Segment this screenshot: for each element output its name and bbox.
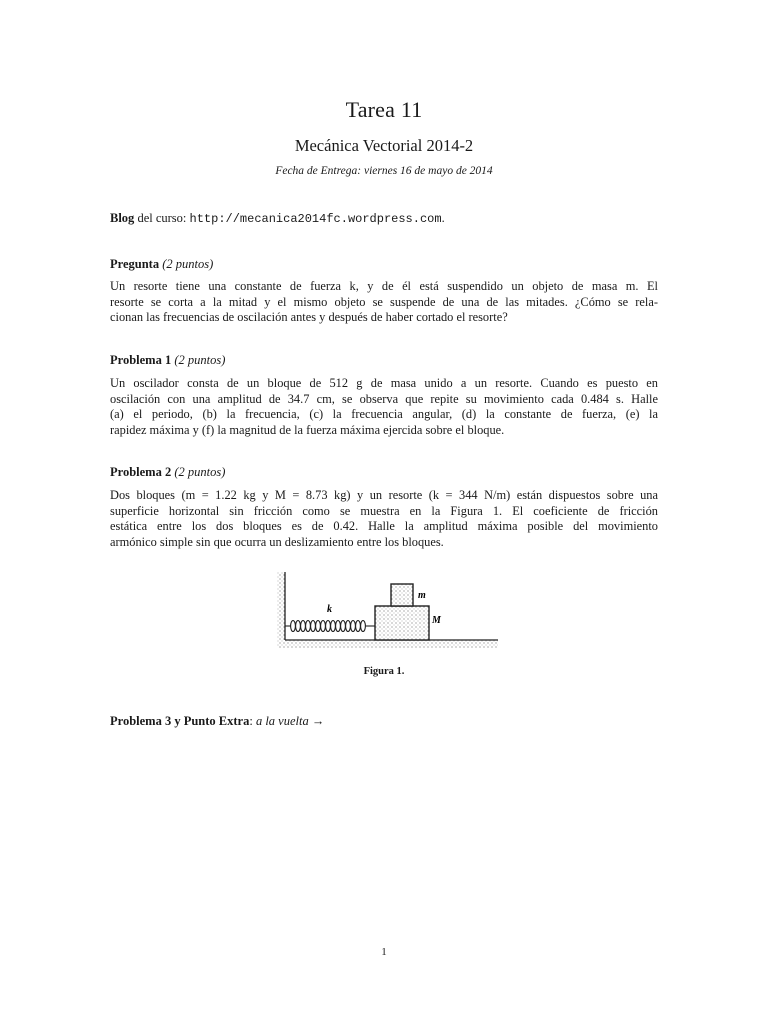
blog-end: . [441, 211, 445, 225]
label-m: m [418, 590, 426, 601]
label-k: k [327, 604, 332, 615]
label-M: M [432, 615, 441, 626]
problema2-points: (2 puntos) [174, 465, 226, 479]
figure-caption: Figura 1. [363, 666, 405, 677]
blog-text: del curso: [134, 211, 190, 225]
due-date: Fecha de Entrega: viernes 16 de mayo de 2014 [275, 165, 493, 177]
problema2-title: Problema 2 [110, 465, 172, 479]
pregunta-text [110, 279, 658, 326]
block-m [391, 584, 413, 606]
problema1-text [110, 376, 658, 438]
problema2-line: armónico simple sin que ocurra un deslizamiento entre los bloques. [110, 534, 444, 549]
problema2-line: estática entre los dos bloques es de 0.42. Halle la amplitud máxima posible del movimiento [110, 519, 658, 533]
page-number: 1 [381, 946, 387, 958]
block-M [375, 606, 429, 640]
document-title: Tarea 11 [345, 97, 423, 122]
problema1-points: (2 puntos) [174, 353, 226, 367]
problema3-colon: : [249, 714, 256, 728]
pregunta-line: Un resorte tiene una constante de fuerza k, y de él está suspendido un objeto de masa m. El [110, 279, 658, 293]
problema3-note: a la vuelta → [255, 714, 325, 728]
problema3-heading [110, 714, 670, 729]
pregunta-heading [110, 257, 670, 272]
pregunta-line: cionan las frecuencias de oscilación antes y después de haber cortado el resorte? [110, 310, 508, 324]
problema1-heading [110, 353, 670, 368]
problema1-line: rapidez máxima y (f) la magnitud de la fuerza máxima ejercida sobre el bloque. [110, 422, 505, 437]
blog-line [110, 211, 670, 226]
blog-label: Blog [110, 211, 135, 225]
problema2-text [110, 488, 658, 550]
problema1-line: Un oscilador consta de un bloque de 512 g de masa unido a un resorte. Cuando es puesto en [110, 376, 658, 390]
problema1-title: Problema 1 [110, 353, 172, 367]
wall [277, 572, 285, 640]
document-subtitle: Mecánica Vectorial 2014-2 [294, 136, 474, 155]
problema2-line: superficie horizontal sin fricción como se muestra en la Figura 1. El coeficiente de fricción [110, 503, 658, 518]
spring [285, 621, 375, 632]
problema1-line: oscilación con una amplitud de 34.7 cm, se observa que repite su movimiento cada 0.484 s. Halle [110, 391, 658, 406]
problema2-line: Dos bloques (m = 1.22 kg y M = 8.73 kg) y un resorte (k = 344 N/m) están dispuestos sobre una [110, 488, 658, 502]
blog-url-link[interactable]: http://mecanica2014fc.wordpress.com [189, 212, 442, 226]
spring-blocks-figure [275, 570, 500, 652]
pregunta-title: Pregunta [110, 257, 160, 271]
floor [277, 640, 498, 648]
problema1-line: (a) el periodo, (b) la frecuencia, (c) la frecuencia angular, (d) la constante de fuerza, (e) la [110, 407, 658, 421]
pregunta-points: (2 puntos) [162, 257, 214, 271]
problema3-title: Problema 3 y Punto Extra [110, 714, 250, 728]
problema2-heading [110, 465, 670, 480]
pregunta-line: resorte se corta a la mitad y el mismo objeto se suspende de una de las mitades. ¿Cómo se rela- [110, 294, 658, 309]
